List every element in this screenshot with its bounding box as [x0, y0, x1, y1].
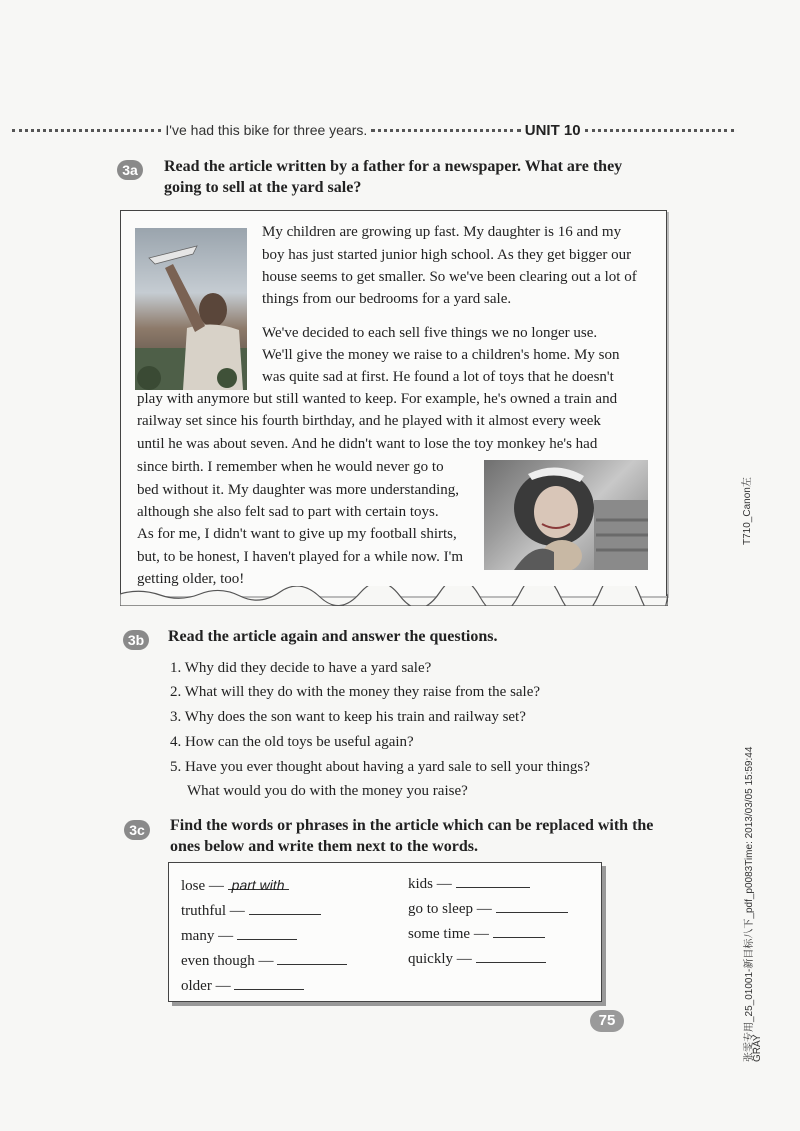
article-line: getting older, too!: [137, 571, 245, 587]
article-line: boy has just started junior high school. As they get bigger our: [262, 247, 632, 263]
print-mark-job: 张雯专用_25_01001-新目标八下_pdf_p0083Time: 2013/03/05 15:59:44: [744, 746, 755, 1062]
photo-boy-with-plane: [135, 228, 247, 390]
article-line: was quite sad at first. He found a lot of toys that he doesn't: [262, 369, 614, 385]
running-header: [8, 118, 738, 142]
article-line: since birth. I remember when he would never go to: [137, 459, 444, 475]
article-line: but, to be honest, I haven't played for a while now. I'm: [137, 549, 464, 565]
article-line: We've decided to each sell five things we no longer use.: [262, 325, 598, 341]
answer-blank-some-time[interactable]: [493, 923, 545, 938]
answer-blank-lose[interactable]: part with: [228, 875, 289, 890]
section-3a-badge: 3a: [117, 160, 143, 180]
header-dots-middle: [371, 129, 520, 132]
article-line: things from our bedrooms for a yard sale.: [262, 291, 512, 307]
section-3a-instruction-line2: going to sell at the yard sale?: [164, 179, 362, 196]
question-item: 2. What will they do with the money they raise from the sale?: [170, 684, 541, 700]
section-3c-instruction-line2: ones below and write them next to the words.: [170, 838, 478, 855]
section-3c-badge: 3c: [124, 820, 150, 840]
word-even-though: even though —: [181, 950, 347, 971]
article-line: railway set since his fourth birthday, and he played with it almost every week: [137, 413, 601, 429]
question-item: 4. How can the old toys be useful again?: [170, 734, 414, 750]
answer-blank-go-to-sleep[interactable]: [496, 898, 568, 913]
print-mark-printer: T710_Canon左: [742, 477, 753, 545]
word-go-to-sleep: go to sleep —: [408, 898, 568, 919]
question-item: 3. Why does the son want to keep his train and railway set?: [170, 709, 526, 725]
answer-blank-older[interactable]: [234, 975, 304, 990]
answer-blank-even-though[interactable]: [277, 950, 347, 965]
article-line: play with anymore but still wanted to keep. For example, he's owned a train and: [137, 391, 618, 407]
print-mark-color: GRAY: [752, 1034, 763, 1062]
word-quickly: quickly —: [408, 948, 546, 969]
header-dots-left: [12, 129, 161, 132]
article-line: bed without it. My daughter was more understanding,: [137, 482, 460, 498]
answer-blank-truthful[interactable]: [249, 900, 321, 915]
word-truthful: truthful —: [181, 900, 321, 921]
article-line: My children are growing up fast. My daughter is 16 and my: [262, 224, 622, 240]
answer-blank-kids[interactable]: [456, 873, 530, 888]
section-3c-instruction-line1: Find the words or phrases in the article which can be replaced with the: [170, 817, 654, 834]
page-number: 75: [590, 1010, 624, 1032]
header-dots-right: [585, 129, 734, 132]
word-many: many —: [181, 925, 297, 946]
question-item: 1. Why did they decide to have a yard sale?: [170, 660, 432, 676]
word-lose: lose — part with: [181, 875, 289, 896]
article-line: As for me, I didn't want to give up my football shirts,: [137, 526, 457, 542]
section-3b-instruction: Read the article again and answer the questions.: [168, 628, 498, 645]
photo-girl-with-toy: [484, 460, 648, 570]
article-line: although she also felt sad to part with certain toys.: [137, 504, 439, 520]
answer-blank-quickly[interactable]: [476, 948, 546, 963]
section-3b-badge: 3b: [123, 630, 149, 650]
article-line: house seems to get smaller. So we've been clearing out a lot of: [262, 269, 637, 285]
answer-blank-many[interactable]: [237, 925, 297, 940]
word-some-time: some time —: [408, 923, 545, 944]
word-kids: kids —: [408, 873, 530, 894]
lesson-title: I've had this bike for three years.: [165, 122, 368, 138]
unit-label: UNIT 10: [524, 121, 581, 139]
section-3a-instruction-line1: Read the article written by a father for a newspaper. What are they: [164, 158, 623, 175]
word-older: older —: [181, 975, 304, 996]
article-line: We'll give the money we raise to a children's home. My son: [262, 347, 620, 363]
question-item-continuation: What would you do with the money you raise?: [187, 783, 468, 799]
question-item: 5. Have you ever thought about having a yard sale to sell your things?: [170, 759, 590, 775]
article-line: until he was about seven. And he didn't want to lose the toy monkey he's had: [137, 436, 598, 452]
